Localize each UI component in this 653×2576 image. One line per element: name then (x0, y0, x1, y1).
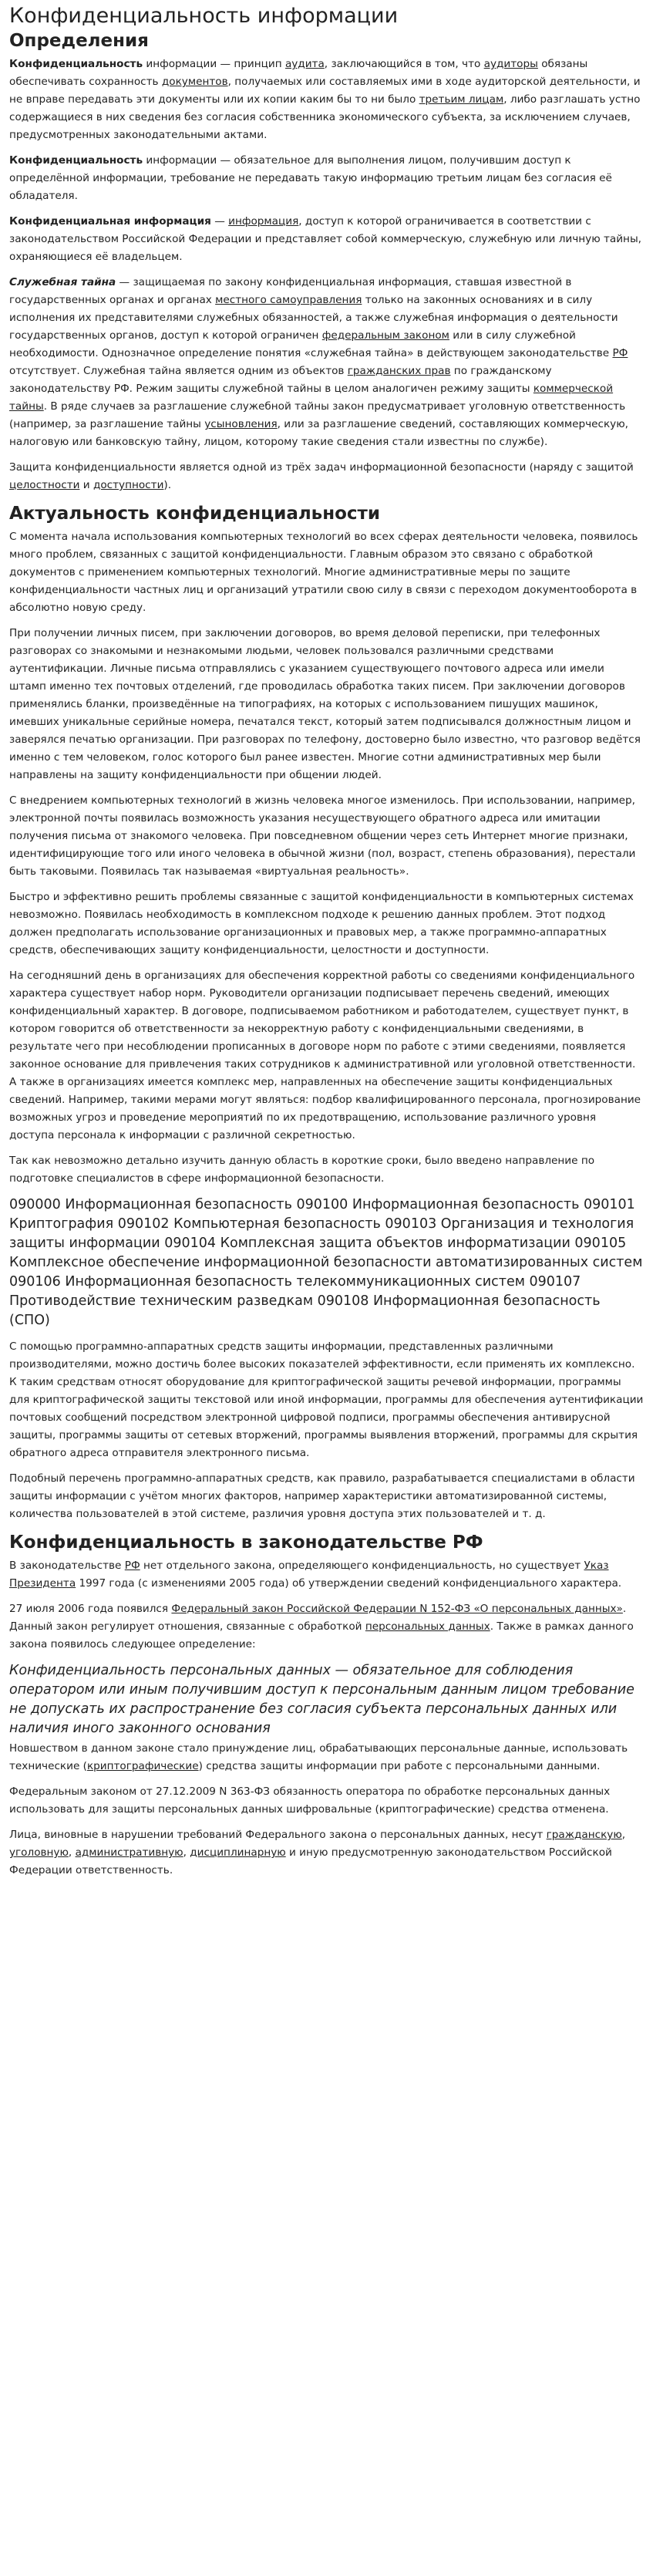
paragraph (9, 792, 644, 881)
paragraph (9, 888, 644, 959)
text-span: На сегодняшний день в организациях для обеспечения корректной работы со сведениями конфиденциального характера существует набор норм. Руководители организации подписывает перечень сведений, имеющих конфиденциальный характер. В договоре, подписываемом работником и работодателем, существует пункт, в котором говорится об ответственности за некорректную работу с конфиденциальными сведениями, в результате чего при несоблюдении прописанных в договоре норм по работе с этими сведениями, появляется законное основание для привлечения таких сотрудников к административной или уголовной ответственности. А также в организациях имеется комплекс мер, направленных на обеспечение защиты конфиденциальных сведений. Например, такими мерами могут являться: подбор квалифицированного персонала, прогнозирование возможных угроз и проведение мероприятий по их предотвращению, использование различного уровня доступа персонала к информации с различной секретностью. (9, 969, 641, 1141)
text-span: , получаемых или составляемых ими в ходе аудиторской деятельности, и не вправе передавать эти документы или их копии каким бы то ни было (9, 76, 641, 106)
text-span: , либо разглашать устно содержащиеся в них сведения без согласия собственника экономического субъекта, за исключением случаев, предусмотренных законодательными актами. (9, 93, 641, 141)
term-bold: Конфиденциальность (9, 58, 143, 70)
text-span: , (68, 1846, 76, 1859)
inline-link[interactable]: аудиторы (483, 58, 538, 70)
inline-link[interactable]: коммерческой тайны (9, 383, 614, 413)
text-span: С внедрением компьютерных технологий в жизнь человека многое изменилось. При использовании, например, электронной почты появилась возможность указания несуществующего обратного адреса или имитации получения письма от знакомого человека. При повседневном общении через сеть Интернет многие признаки, идентифицирующие того или иного человека в обычной жизни (пол, возраст, степень образования), перестали быть таковыми. Появилась так называемая «виртуальная реальность». (9, 794, 636, 878)
text-span: , заключающийся в том, что (324, 58, 484, 70)
inline-link[interactable]: третьим лицам (419, 93, 504, 106)
text-span: При получении личных писем, при заключении договоров, во время деловой переписки, при телефонных разговорах со знакомыми и незнакомыми людьми, человек пользовался различными средствами аутентификации. Личные письма отправлялись с указанием существующего почтового адреса или имели штамп именно тех почтовых отделений, где проводилась обработка таких писем. При заключении договоров применялись бланки, произведённые на типографиях, на которых с использованием пишущих машинок, имевших уникальные серийные номера, печатался текст, который затем подписывался должностным лицом и заверялся печатью организации. При разговорах по телефону, достоверно было известно, что разговор ведётся именно с тем человеком, голос которого был ранее известен. Многие сотни административных мер были направлены на защиту конфиденциальности при общении людей. (9, 627, 641, 781)
text-span: 27 июля 2006 года появился (9, 1603, 172, 1615)
text-span: ) средства защиты информации при работе с персональными данными. (198, 1760, 601, 1772)
paragraph (9, 625, 644, 784)
text-span: С момента начала использования компьютерных технологий во всех сферах деятельности человека, появилось много проблем, связанных с защитой конфиденциальности. Главным образом это связано с обработкой документов с применением компьютерных технологий. Многие административные меры по защите конфиденциальности частных лиц и организаций утратили свою силу в связи с переходом документооборота в абсолютно новую среду. (9, 531, 638, 614)
text-span: Защита конфиденциальности является одной из трёх задач информационной безопасности (наряду с защитой (9, 461, 634, 474)
inline-link[interactable]: административную (75, 1846, 183, 1859)
text-span: по гражданскому законодательству РФ. Режим защиты служебной тайны в целом аналогичен режиму защиты (9, 365, 552, 395)
term-bold: Конфиденциальность (9, 154, 143, 167)
paragraph (9, 1338, 644, 1462)
text-span: ). (163, 479, 172, 491)
inline-link[interactable]: аудита (284, 58, 325, 70)
term-bold: Конфиденциальная информация (9, 215, 211, 228)
text-span: — (210, 215, 229, 228)
inline-link[interactable]: усыновления (204, 418, 278, 430)
paragraph (9, 967, 644, 1145)
text-span: Подобный перечень программно-аппаратных средств, как правило, разрабатывается специалистами в области защиты информации с учётом многих факторов, например характеристики автоматизированной системы, количества пользователей в этой системе, различия уровня доступа этих пользователей и т. д. (9, 1472, 635, 1520)
inline-link[interactable]: Указ Президента (9, 1559, 609, 1590)
text-span: , или за разглашение сведений, составляющих коммерческую, налоговую или банковскую тайну, лицом, которому такие сведения стали известны по службе). (9, 418, 628, 448)
inline-link[interactable]: гражданских прав (347, 365, 451, 377)
paragraph (9, 1740, 644, 1775)
text-span: Конфиденциальность персональных данных — обязательное для соблюдения оператором или иным получившим доступ к персональным данным лицом требование не допускать их распространение без согласия субъекта персональных данных или наличия иного законного основания (9, 1663, 634, 1736)
text-span: В законодательстве (9, 1559, 125, 1572)
page-title: Конфиденциальность информации (9, 4, 399, 28)
text-span: отсутствует. Служебная тайна является одним из объектов (9, 365, 348, 377)
inline-link[interactable]: РФ (612, 347, 628, 359)
text-span: , (183, 1846, 190, 1859)
inline-link[interactable]: информация (228, 215, 299, 228)
text-span: 090000 Информационная безопасность 090100 Информационная безопасность 090101 Криптография 090102 Компьютерная безопасность 090103 Организация и технология защиты информации 090104 Комплексная защита объектов информатизации 090105 Комплексное обеспечение информационной безопасности автоматизированных систем 090106 Информационная безопасность телекоммуникационных систем 090107 Противодействие техническим разведкам 090108 Информационная безопасность (СПО) (9, 1197, 643, 1328)
section-heading: Конфиденциальность в законодательстве РФ (9, 1532, 483, 1553)
paragraph (9, 1600, 644, 1654)
paragraph (9, 152, 644, 205)
paragraph (9, 274, 644, 451)
text-span: или в силу служебной необходимости. Однозначное определение понятия «служебная тайна» в действующем законодательстве (9, 329, 613, 359)
text-span: и (79, 479, 93, 491)
text-span: Новшеством в данном законе стало принуждение лиц, обрабатывающих персональные данные, использовать технические ( (9, 1742, 628, 1772)
inline-link[interactable]: местного самоуправления (215, 294, 362, 306)
paragraph (9, 1557, 644, 1593)
text-span: , доступ к которой ограничивается в соответствии с законодательством Российской Федерации и представляет собой коммерческую, служебную или личную тайны, охраняющиеся её владельцем. (9, 215, 641, 263)
text-span: только на законных основаниях и в силу исполнения их представителями служебных обязанностей, а также служебная информация о деятельности государственных органов, доступ к которой ограничен (9, 294, 618, 342)
paragraph (9, 213, 644, 266)
inline-link[interactable]: целостности (9, 479, 80, 491)
text-span: информации — принцип (143, 58, 285, 70)
section-heading: Актуальность конфиденциальности (9, 504, 381, 524)
paragraph (9, 1152, 644, 1188)
text-span: Так как невозможно детально изучить данную область в короткие сроки, было введено направление по подготовке специалистов в сфере информационной безопасности. (9, 1155, 595, 1185)
paragraph (9, 56, 644, 144)
text-span: и иную предусмотренную законодательством Российской Федерации ответственность. (9, 1846, 612, 1876)
inline-link[interactable]: уголовную (9, 1846, 69, 1859)
text-span: — защищаемая по закону конфиденциальная информация, ставшая известной в государственных органах и органах (9, 276, 572, 306)
inline-link[interactable]: федеральным законом (321, 329, 449, 342)
paragraph (9, 1195, 644, 1330)
text-span: информации — обязательное для выполнения лицом, получившим доступ к определённой информации, требование не передавать такую информацию третьим лицам без согласия её обладателя. (9, 154, 612, 202)
text-span: . Данный закон регулирует отношения, связанные с обработкой (9, 1603, 627, 1633)
text-span: нет отдельного закона, определяющего конфиденциальность, но существует (140, 1559, 584, 1572)
text-span: 1997 года (с изменениями 2005 года) об утверждении сведений конфиденциального характера. (76, 1577, 622, 1590)
text-span: Федеральным законом от 27.12.2009 N 363-ФЗ обязанность оператора по обработке персональных данных использовать для защиты персональных данных шифровальные (криптографические) средства отменена. (9, 1785, 611, 1816)
paragraph (9, 459, 644, 494)
inline-link[interactable]: Федеральный закон Российской Федерации N 152-ФЗ «О персональных данных» (171, 1603, 623, 1615)
term-bold: Служебная тайна (9, 276, 116, 288)
paragraph (9, 1826, 644, 1880)
article-body (9, 29, 644, 1880)
inline-link[interactable]: дисциплинарную (190, 1846, 286, 1859)
text-span: Лица, виновные в нарушении требований Федерального закона о персональных данных, несут (9, 1829, 547, 1841)
text-span: С помощью программно-аппаратных средств защиты информации, представленных различными производителями, можно достичь более высоких показателей эффективности, если применять их комплексно. К таким средствам относят оборудование для криптографической защиты речевой информации, программы для криптографической защиты текстовой или иной информации, программы для обеспечения аутентификации почтовых сообщений посредством электронной цифровой подписи, программы обеспечения антивирусной защиты, программы защиты от сетевых вторжений, программы выявления вторжений, программы для скрытия обратного адреса отправителя электронного письма. (9, 1340, 644, 1459)
paragraph (9, 1470, 644, 1523)
paragraph (9, 528, 644, 617)
text-span: Быстро и эффективно решить проблемы связанные с защитой конфиденциальности в компьютерных системах невозможно. Появилась необходимость в комплексном подходе к решению данных проблем. Этот подход должен предполагать использование организационных и правовых мер, а также программно-аппаратных средств, обеспечивающих защиту конфиденциальности, целостности и доступности. (9, 891, 634, 956)
text-span: . Также в рамках данного закона появилось следующее определение: (9, 1620, 634, 1650)
paragraph (9, 1661, 644, 1738)
inline-link[interactable]: криптографические (86, 1760, 199, 1772)
inline-link[interactable]: персональных данных (365, 1620, 490, 1633)
text-span: обязаны обеспечивать сохранность (9, 58, 588, 88)
inline-link[interactable]: гражданскую (546, 1829, 622, 1841)
text-span: , (621, 1829, 626, 1841)
inline-link[interactable]: документов (161, 76, 228, 88)
inline-link[interactable]: РФ (124, 1559, 140, 1572)
paragraph (9, 1783, 644, 1819)
section-3 (9, 1531, 644, 1880)
section-2 (9, 502, 644, 1523)
inline-link[interactable]: доступности (93, 479, 164, 491)
text-span: . В ряде случаев за разглашение служебной тайны закон предусматривает уголовную ответственность (например, за разглашение тайны (9, 400, 626, 430)
section-heading: Определения (9, 31, 149, 51)
section-1 (9, 29, 644, 494)
